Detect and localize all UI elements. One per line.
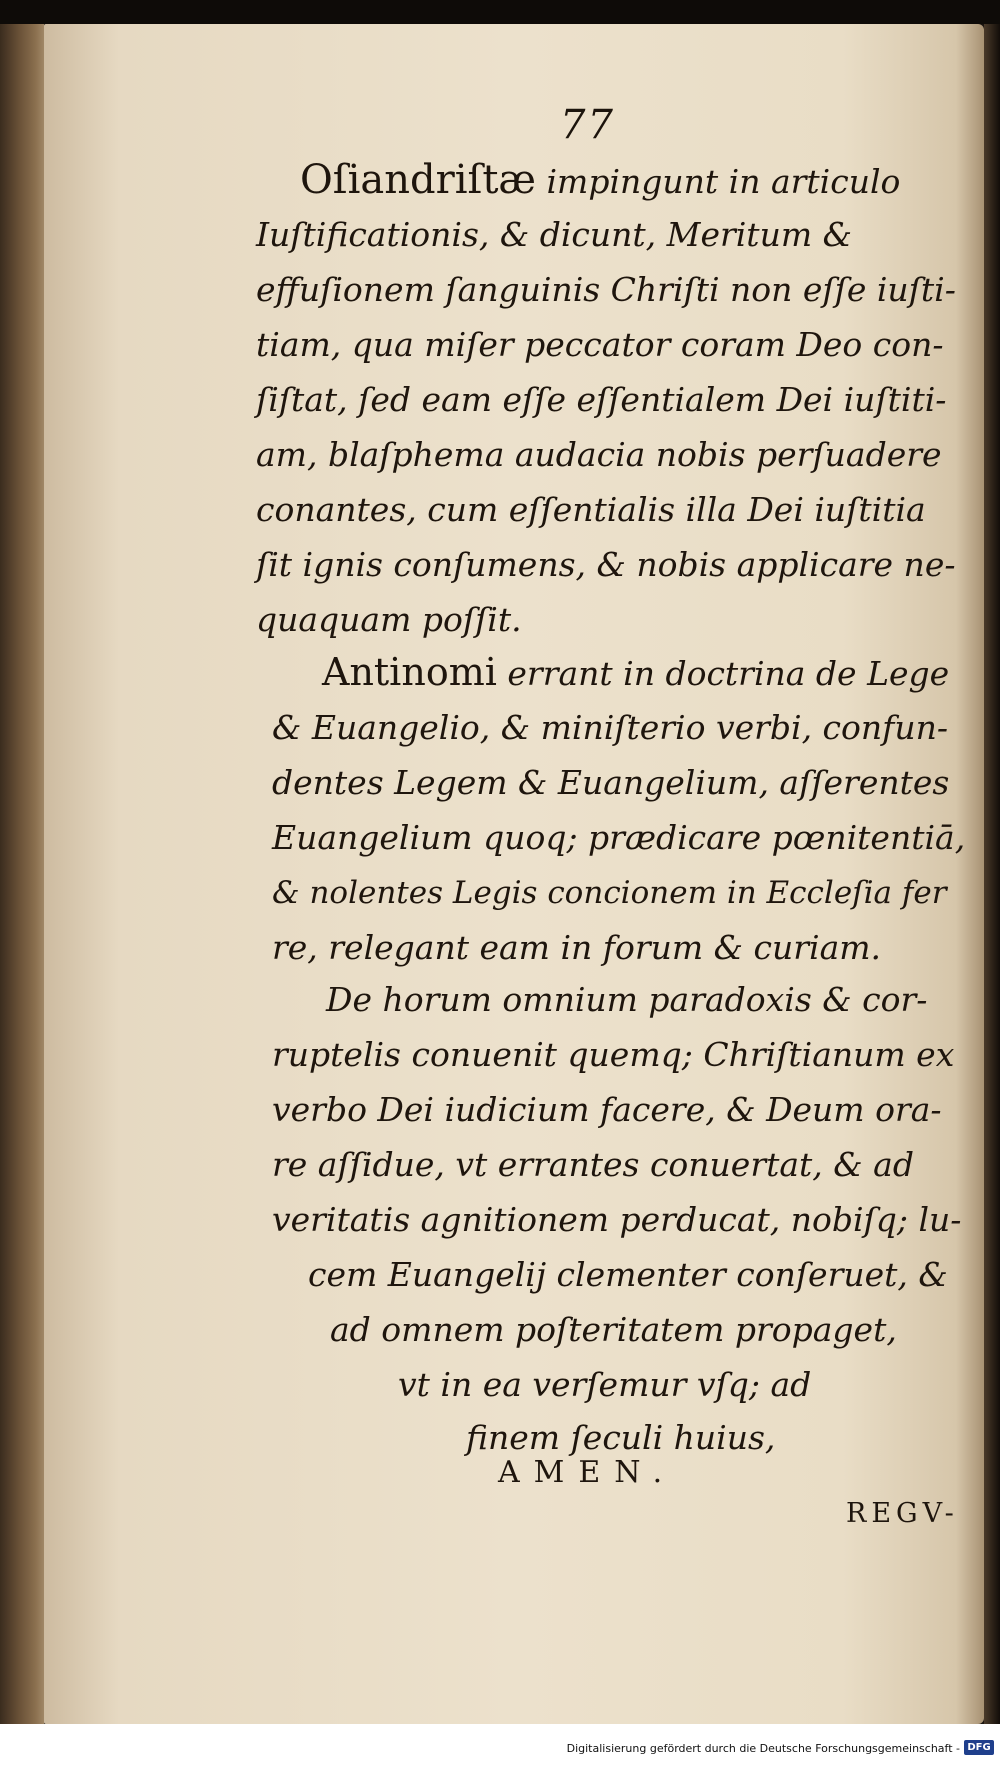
paragraph-3-line-1: De horum omnium paradoxis & cor- [326, 980, 928, 1019]
paragraph-2-lead: Antinomi [322, 650, 497, 694]
page-number: 77 [560, 102, 615, 148]
paragraph-1-line-4: tiam, qua miſer peccator coram Deo con- [256, 325, 944, 364]
paragraph-1-line-9: quaquam poſſit. [256, 600, 522, 639]
paragraph-2-line-3: dentes Legem & Euangelium, aſſerentes [272, 763, 950, 802]
paragraph-2-line-2: & Euangelio, & miniſterio verbi, confun- [272, 708, 949, 747]
amen-closing: AMEN. [498, 1455, 677, 1490]
paragraph-1-line-1-text: impingunt in articulo [546, 162, 901, 201]
paragraph-1-line-5: ſiſtat, ſed eam eſſe eſſentialem Dei iuſtiti- [256, 380, 947, 419]
paragraph-1-line-8: ſit ignis conſumens, & nobis applicare ne- [256, 545, 956, 584]
paragraph-2-line-4: Euangelium quoq; prædicare pœnitentiā, [272, 818, 966, 857]
paragraph-3-line-9: finem ſeculi huius, [466, 1418, 776, 1457]
paragraph-2-line-5: & nolentes Legis concionem in Eccleſia fer [272, 875, 947, 911]
dfg-logo: DFG [964, 1740, 994, 1755]
paragraph-1-lead: Oſiandriſtæ [300, 157, 536, 203]
paragraph-3-line-5: veritatis agnitionem perducat, nobiſq; lu- [272, 1200, 962, 1239]
paragraph-3-line-2: ruptelis conuenit quemq; Chriſtianum ex [272, 1035, 955, 1074]
paragraph-3-line-7: ad omnem poſteritatem propaget, [330, 1310, 897, 1349]
book-spine-edge [0, 24, 44, 1724]
paragraph-1-line-3: effuſionem ſanguinis Chriſti non eſſe iuſti- [256, 270, 956, 309]
paragraph-2-line-1-text: errant in doctrina de Lege [507, 654, 950, 693]
paragraph-1-line-6: am, blaſphema audacia nobis perſuadere [256, 435, 942, 474]
paragraph-3-line-6: cem Euangelij clementer conſeruet, & [308, 1255, 948, 1294]
paragraph-3-line-4: re aſſidue, vt errantes conuertat, & ad [272, 1145, 914, 1184]
scan-top-edge [0, 0, 1000, 24]
paragraph-1-line-7: conantes, cum eſſentialis illa Dei iuſtitia [256, 490, 926, 529]
paragraph-1-line-1 [300, 157, 901, 203]
paragraph-3-line-8: vt in ea verſemur vſq; ad [398, 1365, 812, 1404]
paragraph-3-line-3: verbo Dei iudicium facere, & Deum ora- [272, 1090, 942, 1129]
paragraph-2-line-1 [322, 652, 949, 694]
funding-credit: Digitalisierung gefördert durch die Deutsche Forschungsgemeinschaft - [566, 1742, 960, 1755]
paragraph-2-line-6: re, relegant eam in forum & curiam. [272, 928, 882, 967]
page-right-shadow [984, 24, 1000, 1724]
catchword: REGV- [846, 1498, 959, 1529]
paragraph-1-line-2: Iuſtificationis, & dicunt, Meritum & [256, 215, 852, 254]
